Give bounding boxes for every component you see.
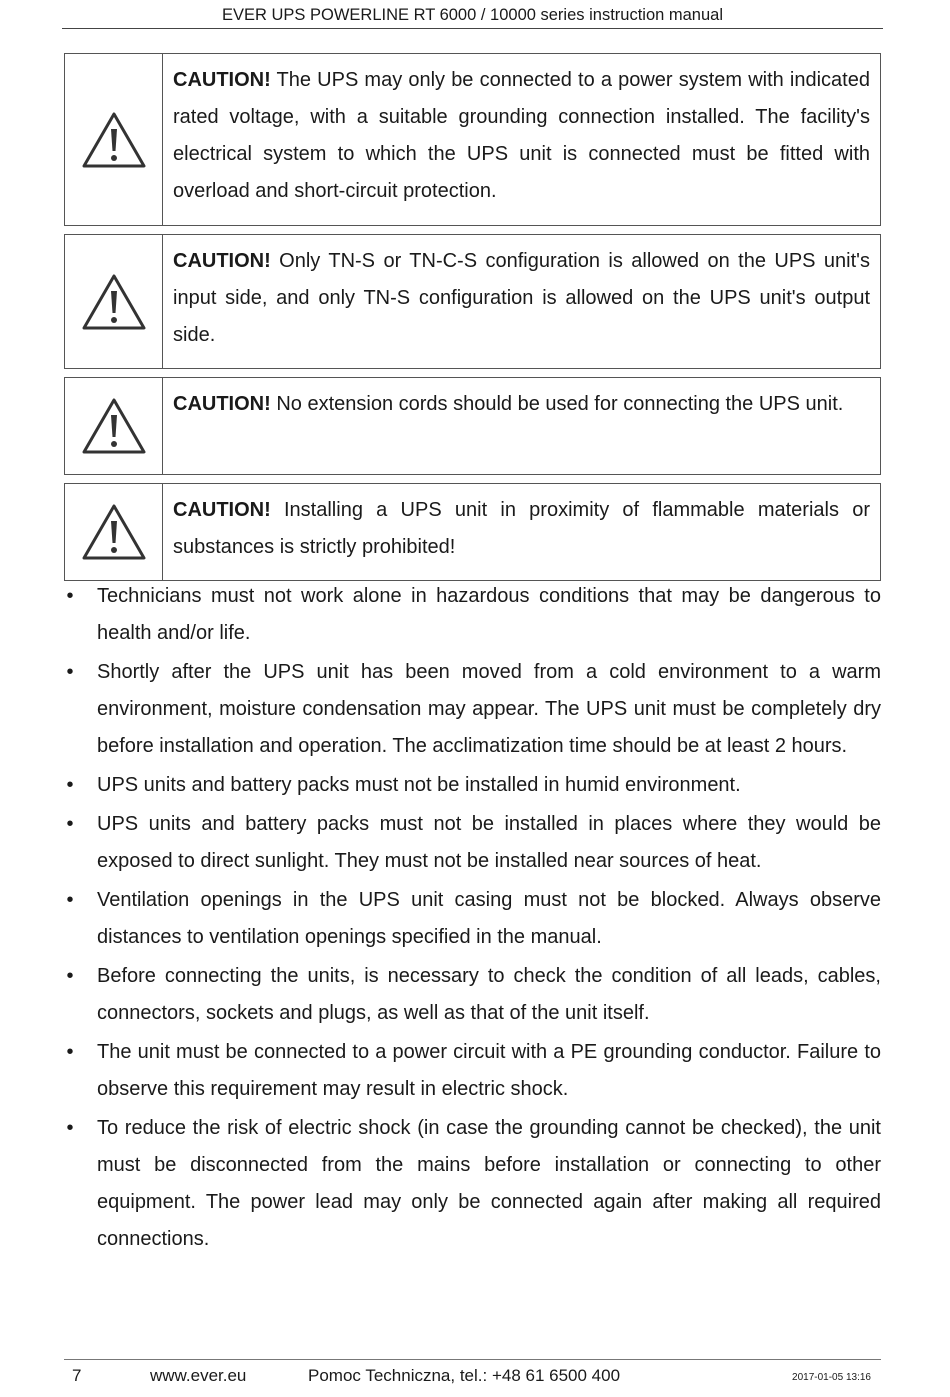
warning-triangle-icon bbox=[81, 273, 147, 331]
list-item: • Before connecting the units, is necessary to check the condition of all leads, cables, connectors, sockets and plugs, as well as that of the unit itself. bbox=[60, 958, 881, 1032]
support-contact: Pomoc Techniczna, tel.: +48 61 6500 400 bbox=[308, 1366, 621, 1385]
page-header: EVER UPS POWERLINE RT 6000 / 10000 series instruction manual bbox=[62, 4, 883, 29]
caution-icon-cell bbox=[65, 378, 163, 474]
caution-text bbox=[163, 235, 880, 368]
caution-icon-cell bbox=[65, 235, 163, 368]
page-number: 7 bbox=[72, 1366, 82, 1385]
bullet-icon: • bbox=[66, 813, 74, 835]
caution-label: CAUTION! bbox=[173, 393, 271, 415]
list-item: • To reduce the risk of electric shock (in case the grounding cannot be checked), the unit must be disconnected from the mains before installation or connecting to other equipment. The power lead may only be connected again after making all required connections. bbox=[60, 1110, 881, 1258]
warning-triangle-icon bbox=[81, 111, 147, 169]
footer-divider bbox=[64, 1359, 881, 1360]
timestamp: 2017-01-05 13:16 bbox=[792, 1372, 871, 1383]
page-footer bbox=[64, 1366, 881, 1390]
list-item: • Shortly after the UPS unit has been moved from a cold environment to a warm environment, moisture condensation may appear. The UPS unit must be completely dry before installation and operation. The acclimatization time should be at least 2 hours. bbox=[60, 654, 881, 765]
caution-box-1 bbox=[64, 53, 881, 226]
bullet-icon: • bbox=[66, 661, 74, 683]
caution-icon-cell bbox=[65, 484, 163, 580]
caution-box-2 bbox=[64, 234, 881, 369]
caution-body: Installing a UPS unit in proximity of flammable materials or substances is strictly prohibited! bbox=[173, 499, 870, 558]
caution-body: Only TN-S or TN-C-S configuration is allowed on the UPS unit's input side, and only TN-S configuration is allowed on the UPS unit's output side. bbox=[173, 250, 870, 346]
warning-triangle-icon bbox=[81, 503, 147, 561]
bullet-icon: • bbox=[66, 889, 74, 911]
caution-body: The UPS may only be connected to a power system with indicated rated voltage, with a suitable grounding connection installed. The facility's electrical system to which the UPS unit is connected must be fitted with overload and short-circuit protection. bbox=[173, 69, 870, 202]
caution-text bbox=[163, 484, 880, 580]
list-item: • Technicians must not work alone in hazardous conditions that may be dangerous to health and/or life. bbox=[60, 578, 881, 652]
bullet-icon: • bbox=[66, 585, 74, 607]
list-item: • Ventilation openings in the UPS unit casing must not be blocked. Always observe distances to ventilation openings specified in the manual. bbox=[60, 882, 881, 956]
caution-icon-cell bbox=[65, 54, 163, 225]
caution-label: CAUTION! bbox=[173, 250, 271, 272]
list-item: • The unit must be connected to a power circuit with a PE grounding conductor. Failure to observe this requirement may result in electric shock. bbox=[60, 1034, 881, 1108]
caution-box-3 bbox=[64, 377, 881, 475]
caution-text bbox=[163, 54, 880, 225]
caution-label: CAUTION! bbox=[173, 69, 271, 91]
bullet-icon: • bbox=[66, 774, 74, 796]
safety-bullet-list bbox=[60, 578, 881, 1260]
caution-body: No extension cords should be used for connecting the UPS unit. bbox=[270, 393, 844, 415]
caution-box-4 bbox=[64, 483, 881, 581]
bullet-icon: • bbox=[66, 965, 74, 987]
list-item: • UPS units and battery packs must not be installed in humid environment. bbox=[60, 767, 881, 804]
list-item: • UPS units and battery packs must not be installed in places where they would be exposed to direct sunlight. They must not be installed near sources of heat. bbox=[60, 806, 881, 880]
bullet-icon: • bbox=[66, 1041, 74, 1063]
bullet-icon: • bbox=[66, 1117, 74, 1139]
website-link[interactable]: www.ever.eu bbox=[150, 1366, 247, 1385]
caution-text bbox=[163, 378, 880, 474]
warning-triangle-icon bbox=[81, 397, 147, 455]
caution-label: CAUTION! bbox=[173, 499, 271, 521]
